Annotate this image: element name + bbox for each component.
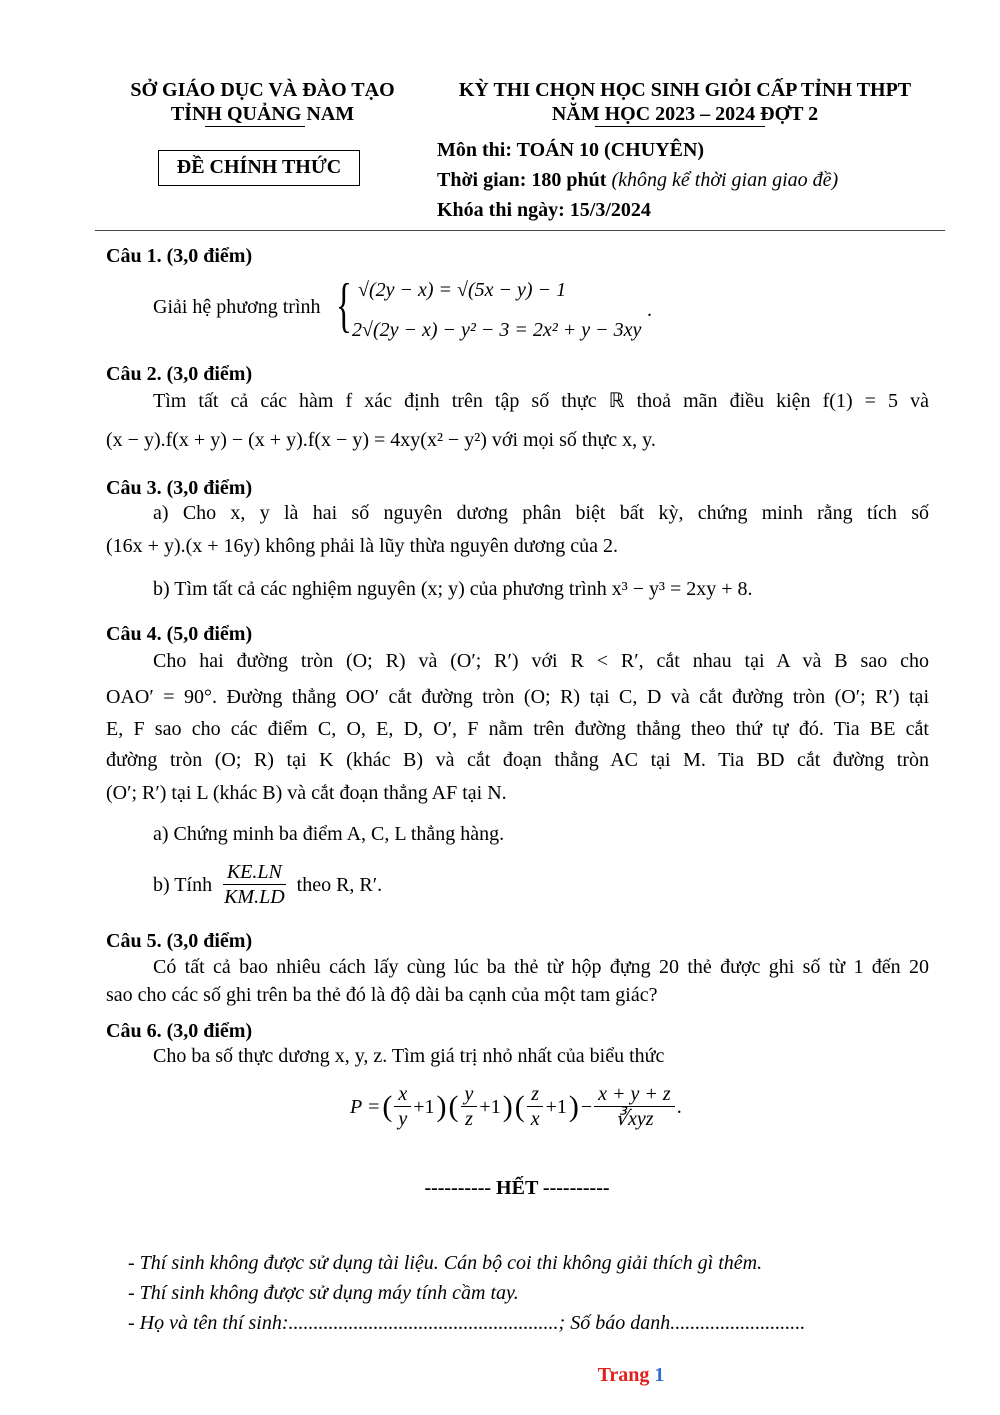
question-4a: a) Chứng minh ba điểm A, C, L thẳng hàng. [153, 823, 505, 845]
paren-close-2: ) [502, 1089, 513, 1123]
question-1-text: Giải hệ phương trình [153, 296, 321, 318]
question-4-line-4: đường tròn (O; R) tại K (khác B) và cắt đoạn thẳng AC tại M. Tia BD cắt đường tròn [106, 749, 929, 771]
time-label: Thời gian: 180 phút [437, 169, 607, 191]
question-5-title: Câu 5. (3,0 điểm) [106, 930, 253, 952]
paren-close-3: ) [568, 1089, 579, 1123]
exam-date: Khóa thi ngày: 15/3/2024 [437, 199, 651, 221]
question-6-line-1: Cho ba số thực dương x, y, z. Tìm giá trị nhỏ nhất của biểu thức [153, 1045, 665, 1067]
question-2-line-1: Tìm tất cả các hàm f xác định trên tập số thực ℝ thoả mãn điều kiện f(1) = 5 và [153, 390, 929, 412]
question-3-title: Câu 3. (3,0 điểm) [106, 477, 253, 499]
province-name: TỈNH QUẢNG NAM [170, 103, 355, 125]
minus-sign: − [580, 1095, 593, 1118]
fraction-x-over-y [394, 1082, 411, 1131]
frac-3-den: x [530, 1108, 540, 1130]
plus-one-1: +1 [413, 1095, 435, 1118]
question-4-line-3: E, F sao cho các điểm C, O, E, D, O′, F nằm trên đường thẳng theo thứ tự đó. Tia BE cắt [106, 718, 929, 740]
paren-open-1: ( [382, 1089, 393, 1123]
frac-4-num: x + y + z [594, 1082, 675, 1107]
paren-open-2: ( [448, 1089, 459, 1123]
question-3a-line-2: (16x + y).(x + 16y) không phải là lũy thừa nguyên dương của 2. [106, 535, 618, 557]
question-5-line-2: sao cho các số ghi trên ba thẻ đó là độ dài ba cạnh của một tam giác? [106, 984, 658, 1006]
question-4b [153, 860, 382, 909]
note-2: - Thí sinh không được sử dụng máy tính cầm tay. [128, 1282, 519, 1304]
page-label: Trang [597, 1364, 650, 1386]
frac-1-den: y [398, 1108, 408, 1130]
p-label: P = [350, 1095, 381, 1118]
question-4b-suffix: theo R, R′. [296, 873, 383, 896]
ratio-numerator: KE.LN [223, 860, 286, 885]
page-footer [0, 1363, 1000, 1387]
frac-3-num: z [527, 1082, 543, 1107]
frac-2-num: y [461, 1082, 478, 1107]
frac-4-den: ∛xyz [615, 1108, 654, 1130]
question-6-title: Câu 6. (3,0 điểm) [106, 1020, 253, 1042]
question-2-line-2: (x − y).f(x + y) − (x + y).f(x − y) = 4xy(x² − y²) với mọi số thực x, y. [106, 429, 656, 451]
system-brace: { [336, 272, 352, 338]
question-3a-line-1: a) Cho x, y là hai số nguyên dương phân biệt bất kỳ, chứng minh rằng tích số [153, 502, 929, 524]
question-4b-prefix: b) Tính [153, 873, 213, 896]
equation-2: 2√(2y − x) − y² − 3 = 2x² + y − 3xy [352, 319, 642, 341]
plus-one-3: +1 [545, 1095, 567, 1118]
ratio-fraction [220, 860, 289, 909]
page-number: 1 [654, 1364, 665, 1386]
header-underline-right [595, 126, 765, 127]
expression-period: . [676, 1095, 682, 1118]
end-marker: ---------- HẾT ---------- [424, 1177, 610, 1199]
paren-open-3: ( [514, 1089, 525, 1123]
subject-line: Môn thi: TOÁN 10 (CHUYÊN) [437, 139, 705, 161]
question-3b: b) Tìm tất cả các nghiệm nguyên (x; y) của phương trình x³ − y³ = 2xy + 8. [153, 578, 753, 600]
expression-p [350, 1082, 682, 1131]
time-note: (không kể thời gian giao đề) [611, 169, 839, 191]
question-4-line-2: OAO′ = 90°. Đường thẳng OO′ cắt đường tròn (O; R) tại C, D và cắt đường tròn (O′; R′) tại [106, 686, 929, 708]
equation-1: √(2y − x) = √(5x − y) − 1 [358, 279, 567, 301]
header-underline-left [205, 126, 305, 127]
school-year: NĂM HỌC 2023 – 2024 ĐỢT 2 [551, 103, 819, 125]
fraction-z-over-x [527, 1082, 544, 1131]
note-1: - Thí sinh không được sử dụng tài liệu. Cán bộ coi thi không giải thích gì thêm. [128, 1252, 763, 1274]
question-4-line-5: (O′; R′) tại L (khác B) và cắt đoạn thẳng AF tại N. [106, 782, 507, 804]
question-1-title: Câu 1. (3,0 điểm) [106, 245, 253, 267]
question-4-title: Câu 4. (5,0 điểm) [106, 623, 253, 645]
official-badge: ĐỀ CHÍNH THỨC [158, 150, 360, 186]
system-period: . [647, 299, 652, 321]
paren-close-1: ) [436, 1089, 447, 1123]
exam-title: KỲ THI CHỌN HỌC SINH GIỎI CẤP TỈNH THPT [458, 79, 912, 101]
plus-one-2: +1 [479, 1095, 501, 1118]
fraction-y-over-z [461, 1082, 478, 1131]
note-3: - Họ và tên thí sinh:......................................................; Số báo danh........................... [128, 1312, 806, 1334]
fraction-sum-over-cuberoot [594, 1082, 675, 1131]
question-4-line-1: Cho hai đường tròn (O; R) và (O′; R′) với R < R′, cắt nhau tại A và B sao cho [153, 650, 929, 672]
time-line [437, 168, 838, 192]
department-name: SỞ GIÁO DỤC VÀ ĐÀO TẠO [130, 79, 395, 101]
question-5-line-1: Có tất cả bao nhiêu cách lấy cùng lúc ba thẻ từ hộp đựng 20 thẻ được ghi số từ 1 đến 20 [153, 956, 929, 978]
frac-1-num: x [394, 1082, 411, 1107]
question-2-title: Câu 2. (3,0 điểm) [106, 363, 253, 385]
header-divider [95, 230, 945, 231]
ratio-denominator: KM.LD [224, 886, 285, 908]
frac-2-den: z [465, 1108, 473, 1130]
